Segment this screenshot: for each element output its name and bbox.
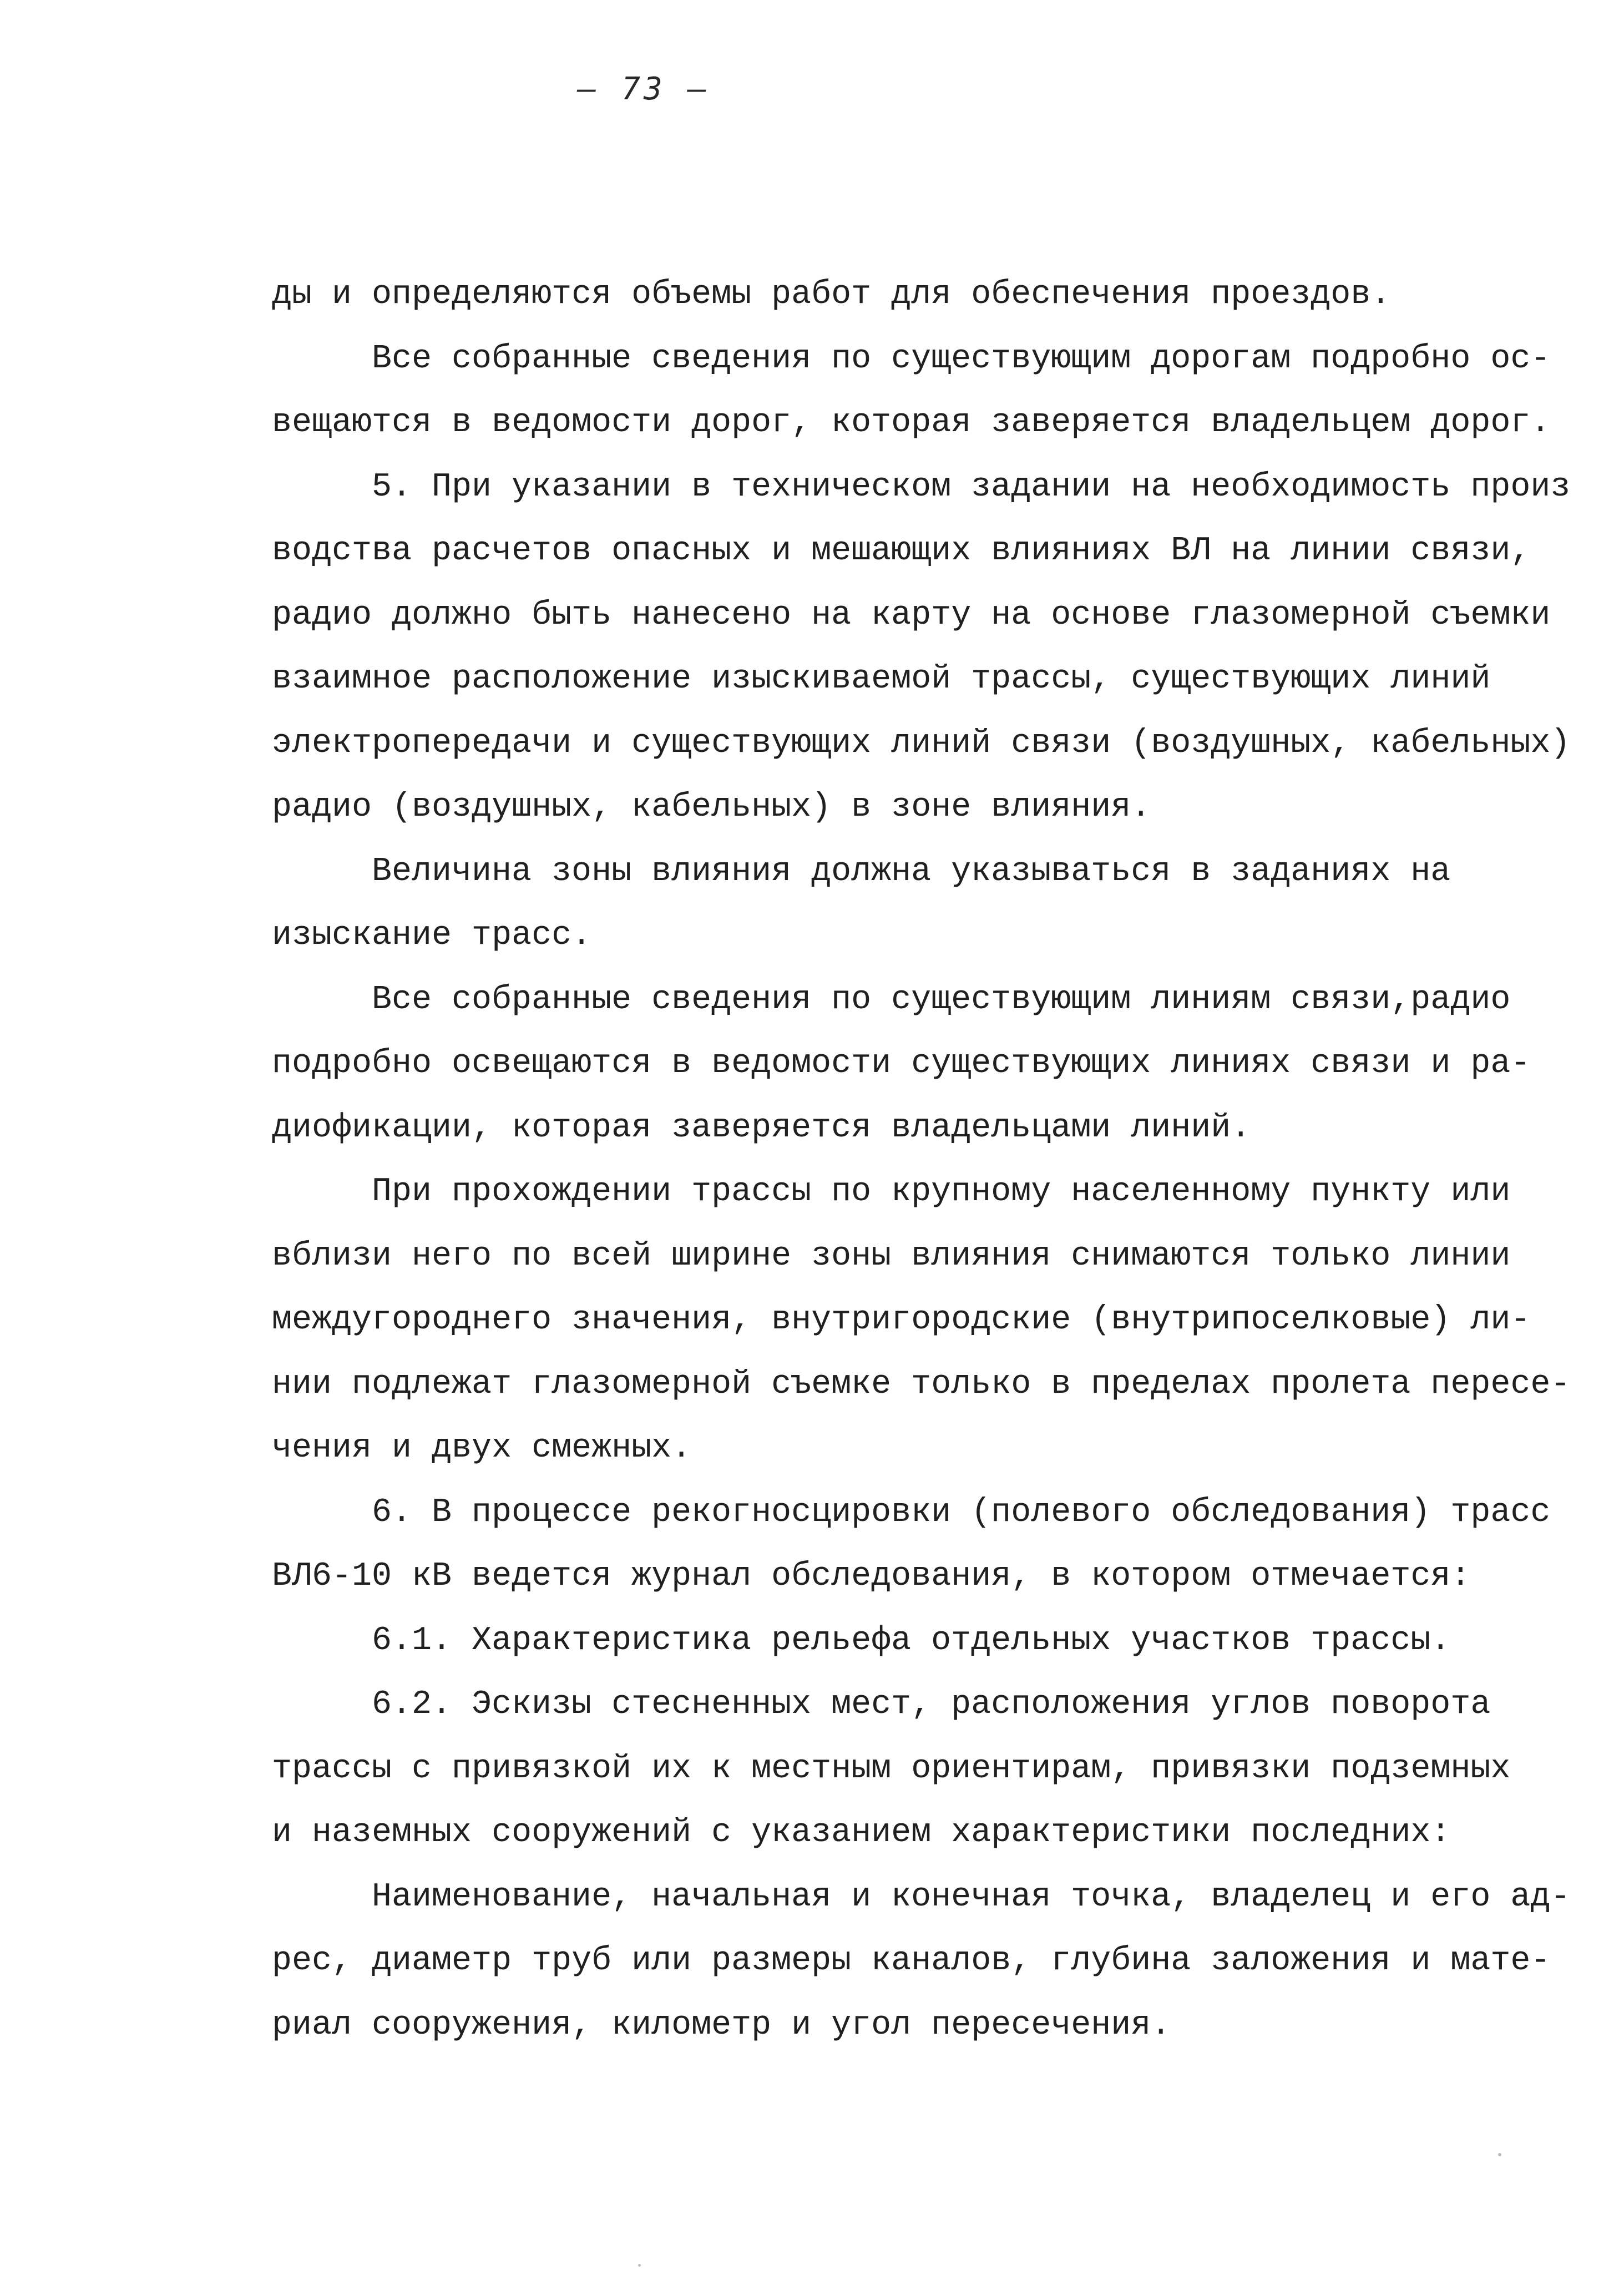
text-line: Наименование, начальная и конечная точка, владелец и его ад- bbox=[372, 1878, 1571, 1916]
text-line: междугороднего значения, внутригородские (внутрипоселковые) ли- bbox=[272, 1301, 1531, 1339]
text-line: вблизи него по всей ширине зоны влияния снимаются только линии bbox=[272, 1237, 1511, 1275]
text-line: 6.1. Характеристика рельефа отдельных участков трассы. bbox=[372, 1621, 1451, 1660]
text-line: рес, диаметр труб или размеры каналов, глубина заложения и мате- bbox=[272, 1942, 1551, 1980]
text-line: водства расчетов опасных и мешающих влияниях ВЛ на линии связи, bbox=[272, 532, 1531, 570]
text-line: диофикации, которая заверяется владельцами линий. bbox=[272, 1109, 1251, 1147]
text-line: Величина зоны влияния должна указываться в заданиях на bbox=[372, 852, 1451, 891]
text-line: 6.2. Эскизы стесненных мест, расположения углов поворота bbox=[372, 1686, 1491, 1723]
text-line: риал сооружения, километр и угол пересечения. bbox=[272, 2006, 1171, 2044]
text-line: Все собранные сведения по существующим дорогам подробно ос- bbox=[372, 340, 1551, 378]
text-line: 6. В процессе рекогносцировки (полевого обследования) трасс bbox=[372, 1493, 1551, 1531]
text-line: изыскание трасс. bbox=[272, 917, 592, 954]
paper-speck bbox=[638, 2264, 641, 2267]
text-line: Все собранные сведения по существующим линиям связи,радио bbox=[372, 980, 1511, 1019]
text-line: подробно освещаются в ведомости существующих линиях связи и ра- bbox=[272, 1045, 1531, 1083]
text-line: 5. При указании в техническом задании на необходимость произ bbox=[372, 468, 1571, 506]
body-text bbox=[272, 263, 1592, 2057]
text-line: и наземных сооружений с указанием характеристики последних: bbox=[272, 1814, 1451, 1852]
text-line: чения и двух смежных. bbox=[272, 1429, 692, 1467]
text-line: нии подлежат глазомерной съемке только в пределах пролета пересе- bbox=[272, 1365, 1571, 1403]
text-line: вещаются в ведомости дорог, которая заверяется владельцем дорог. bbox=[272, 404, 1551, 442]
text-line: При прохождении трассы по крупному населенному пункту или bbox=[372, 1173, 1511, 1211]
text-line: ды и определяются объемы работ для обеспечения проездов. bbox=[272, 276, 1391, 314]
text-line: электропередачи и существующих линий связи (воздушных, кабельных) bbox=[272, 724, 1571, 762]
text-line: радио должно быть нанесено на карту на основе глазомерной съемки bbox=[272, 596, 1551, 634]
text-line: ВЛ6-10 кВ ведется журнал обследования, в котором отмечается: bbox=[272, 1558, 1471, 1595]
page-number: – 73 – bbox=[577, 71, 710, 107]
paper-speck bbox=[1498, 2153, 1501, 2156]
text-line: радио (воздушных, кабельных) в зоне влияния. bbox=[272, 788, 1151, 826]
text-line: взаимное расположение изыскиваемой трассы, существующих линий bbox=[272, 660, 1491, 698]
text-line: трассы с привязкой их к местным ориентирам, привязки подземных bbox=[272, 1750, 1511, 1788]
